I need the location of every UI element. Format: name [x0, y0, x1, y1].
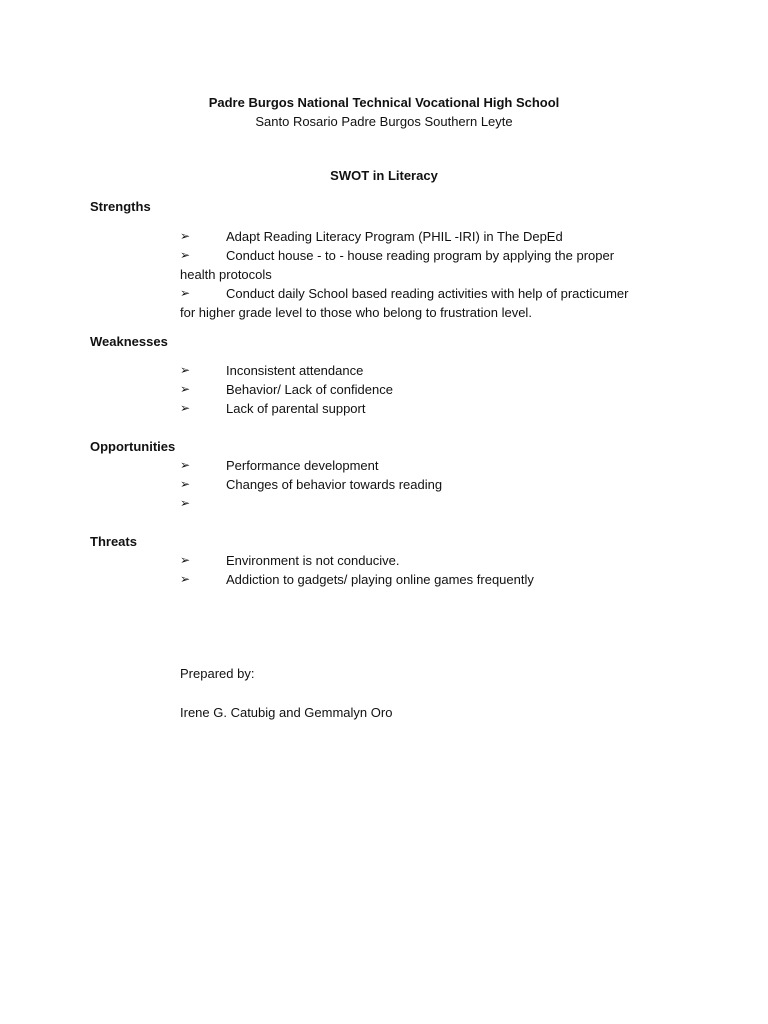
opportunity-item: Changes of behavior towards reading	[226, 477, 443, 492]
threat-item: Addiction to gadgets/ playing online games frequently	[226, 572, 534, 587]
bullet-arrow-icon: ➢	[180, 477, 191, 491]
bullet-arrow-icon: ➢	[180, 248, 191, 262]
bullet-arrow-icon: ➢	[180, 229, 191, 243]
strength-item-3: Conduct daily School based reading activities with help of practicumer	[226, 286, 629, 301]
strength-item-2: Conduct house - to - house reading program by applying the proper	[226, 248, 615, 263]
strength-item-1: Adapt Reading Literacy Program (PHIL -IRI) in The DepEd	[226, 229, 563, 244]
school-address: Santo Rosario Padre Burgos Southern Leyte	[255, 114, 513, 129]
strength-item-2-continued: health protocols	[180, 267, 272, 282]
document-title: SWOT in Literacy	[330, 168, 438, 183]
bullet-arrow-icon: ➢	[180, 553, 191, 567]
school-name: Padre Burgos National Technical Vocational High School	[208, 95, 560, 110]
strength-item-3-continued: for higher grade level to those who belong to frustration level.	[180, 305, 532, 320]
strengths-heading: Strengths	[90, 199, 151, 214]
bullet-arrow-icon: ➢	[180, 363, 191, 377]
opportunities-heading: Opportunities	[90, 439, 176, 454]
threats-heading: Threats	[90, 534, 137, 549]
weakness-item: Behavior/ Lack of confidence	[226, 382, 393, 397]
bullet-arrow-icon: ➢	[180, 382, 191, 396]
prepared-by-names: Irene G. Catubig and Gemmalyn Oro	[180, 705, 393, 720]
bullet-arrow-icon: ➢	[180, 286, 191, 300]
weakness-item: Lack of parental support	[226, 401, 366, 416]
weaknesses-heading: Weaknesses	[90, 334, 168, 349]
bullet-arrow-icon: ➢	[180, 458, 191, 472]
bullet-arrow-icon: ➢	[180, 572, 191, 586]
bullet-arrow-icon: ➢	[180, 496, 191, 510]
bullet-arrow-icon: ➢	[180, 401, 191, 415]
prepared-by-label: Prepared by:	[180, 666, 255, 681]
weakness-item: Inconsistent attendance	[226, 363, 364, 378]
opportunity-item: Performance development	[226, 458, 379, 473]
threat-item: Environment is not conducive.	[226, 553, 400, 568]
